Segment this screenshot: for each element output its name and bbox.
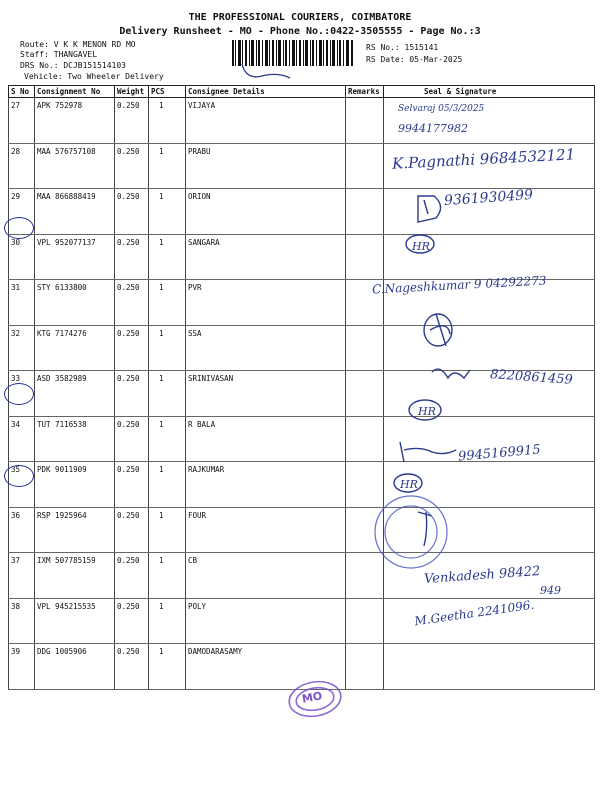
row-sno: 27 (9, 98, 35, 144)
col-signature: Seal & Signature (384, 86, 595, 98)
row-pcs: 1 (149, 462, 186, 508)
row-consignment: VPL 945215535 (35, 598, 115, 644)
row-sno: 32 (9, 325, 35, 371)
row-consignee: R BALA (186, 416, 346, 462)
company-title: THE PROFESSIONAL COURIERS, COIMBATORE (188, 12, 412, 23)
row-consignment: ASD 3582989 (35, 371, 115, 417)
row-sno: 31 (9, 280, 35, 326)
row-consignee: ORION (186, 189, 346, 235)
row-consignee: SSA (186, 325, 346, 371)
row-pcs: 1 (149, 371, 186, 417)
row-consignment: RSP 1925964 (35, 507, 115, 553)
handwriting-row-38-extra: 949 (540, 584, 561, 597)
row-weight: 0.250 (115, 553, 149, 599)
row-weight: 0.250 (115, 462, 149, 508)
row-pcs: 1 (149, 143, 186, 189)
row-pcs: 1 (149, 644, 186, 690)
handwriting-row-27-name: Selvaraj 05/3/2025 (398, 104, 485, 114)
handwriting-row-34: HR (418, 405, 436, 418)
row-weight: 0.250 (115, 280, 149, 326)
handwriting-row-31: C.Nageshkumar 9 04292273 (371, 273, 547, 297)
row-consignment: PDK 9011909 (35, 462, 115, 508)
col-remarks: Remarks (346, 86, 384, 98)
handwriting-row-27-phone: 9944177982 (398, 122, 468, 135)
row-pcs: 1 (149, 280, 186, 326)
row-sno: 36 (9, 507, 35, 553)
handwriting-row-30: HR (412, 240, 430, 253)
row-sno: 38 (9, 598, 35, 644)
row-consignment: IXM 507785159 (35, 553, 115, 599)
col-pcs: PCS (149, 86, 186, 98)
rs-date: RS Date: 05-Mar-2025 (366, 55, 463, 64)
vehicle-text: Vehicle: Two Wheeler Delivery (24, 72, 164, 81)
row-pcs: 1 (149, 598, 186, 644)
row-consignee: PVR (186, 280, 346, 326)
row-sno: 33 (9, 371, 35, 417)
row-weight: 0.250 (115, 416, 149, 462)
row-sno: 37 (9, 553, 35, 599)
row-pcs: 1 (149, 189, 186, 235)
row-pcs: 1 (149, 325, 186, 371)
row-consignment: MAA 866888419 (35, 189, 115, 235)
row-consignment: VPL 952077137 (35, 234, 115, 280)
row-consignee: DAMODARASAMY (186, 644, 346, 690)
col-sno: S No (9, 86, 35, 98)
row-consignee: RAJKUMAR (186, 462, 346, 508)
route-text: Route: V K K MENON RD MO (20, 40, 136, 49)
rs-number: RS No.: 1515141 (366, 43, 439, 52)
row-consignment: MAA 576757108 (35, 143, 115, 189)
row-pcs: 1 (149, 234, 186, 280)
row-weight: 0.250 (115, 98, 149, 144)
row-weight: 0.250 (115, 598, 149, 644)
row-sno: 28 (9, 143, 35, 189)
staff-text: Staff: THANGAVEL (20, 50, 98, 59)
handwriting-row-39: M.Geetha 2241096. (413, 597, 536, 629)
row-consignee: PRABU (186, 143, 346, 189)
row-consignee: SRINIVASAN (186, 371, 346, 417)
row-sno: 34 (9, 416, 35, 462)
row-weight: 0.250 (115, 143, 149, 189)
row-consignee: VIJAYA (186, 98, 346, 144)
runsheet-subtitle: Delivery Runsheet - MO - Phone No.:0422-3505555 - Page No.:3 (119, 26, 481, 37)
row-consignee: FOUR (186, 507, 346, 553)
row-consignee: POLY (186, 598, 346, 644)
row-weight: 0.250 (115, 325, 149, 371)
row-sno: 35 (9, 462, 35, 508)
col-consignee: Consignee Details (186, 86, 346, 98)
row-sno: 29 (9, 189, 35, 235)
handwriting-row-28: K.Pagnathi 9684532121 (391, 145, 576, 173)
row-consignment: TUT 7116538 (35, 416, 115, 462)
drs-text: DRS No.: DCJB151514103 (20, 61, 126, 70)
handwriting-row-35: 9945169915 (457, 442, 542, 465)
row-weight: 0.250 (115, 234, 149, 280)
row-consignment: KTG 7174276 (35, 325, 115, 371)
handwriting-row-38: Venkadesh 98422 (423, 563, 541, 588)
row-pcs: 1 (149, 507, 186, 553)
mo-stamp-text: MO (301, 689, 324, 706)
row-weight: 0.250 (115, 507, 149, 553)
handwriting-row-33: 8220861459 (489, 367, 574, 388)
row-pcs: 1 (149, 98, 186, 144)
row-sno: 39 (9, 644, 35, 690)
row-consignment: DDG 1005906 (35, 644, 115, 690)
handwriting-row-36: HR (400, 478, 418, 491)
row-pcs: 1 (149, 416, 186, 462)
row-weight: 0.250 (115, 644, 149, 690)
row-consignee: CB (186, 553, 346, 599)
row-consignee: SANGARA (186, 234, 346, 280)
row-consignment: STY 6133800 (35, 280, 115, 326)
row-weight: 0.250 (115, 189, 149, 235)
row-pcs: 1 (149, 553, 186, 599)
row-consignment: APK 752978 (35, 98, 115, 144)
row-sno: 30 (9, 234, 35, 280)
col-consignment: Consignment No (35, 86, 115, 98)
col-weight: Weight (115, 86, 149, 98)
row-weight: 0.250 (115, 371, 149, 417)
handwriting-row-29: 9361930499 (443, 186, 534, 210)
